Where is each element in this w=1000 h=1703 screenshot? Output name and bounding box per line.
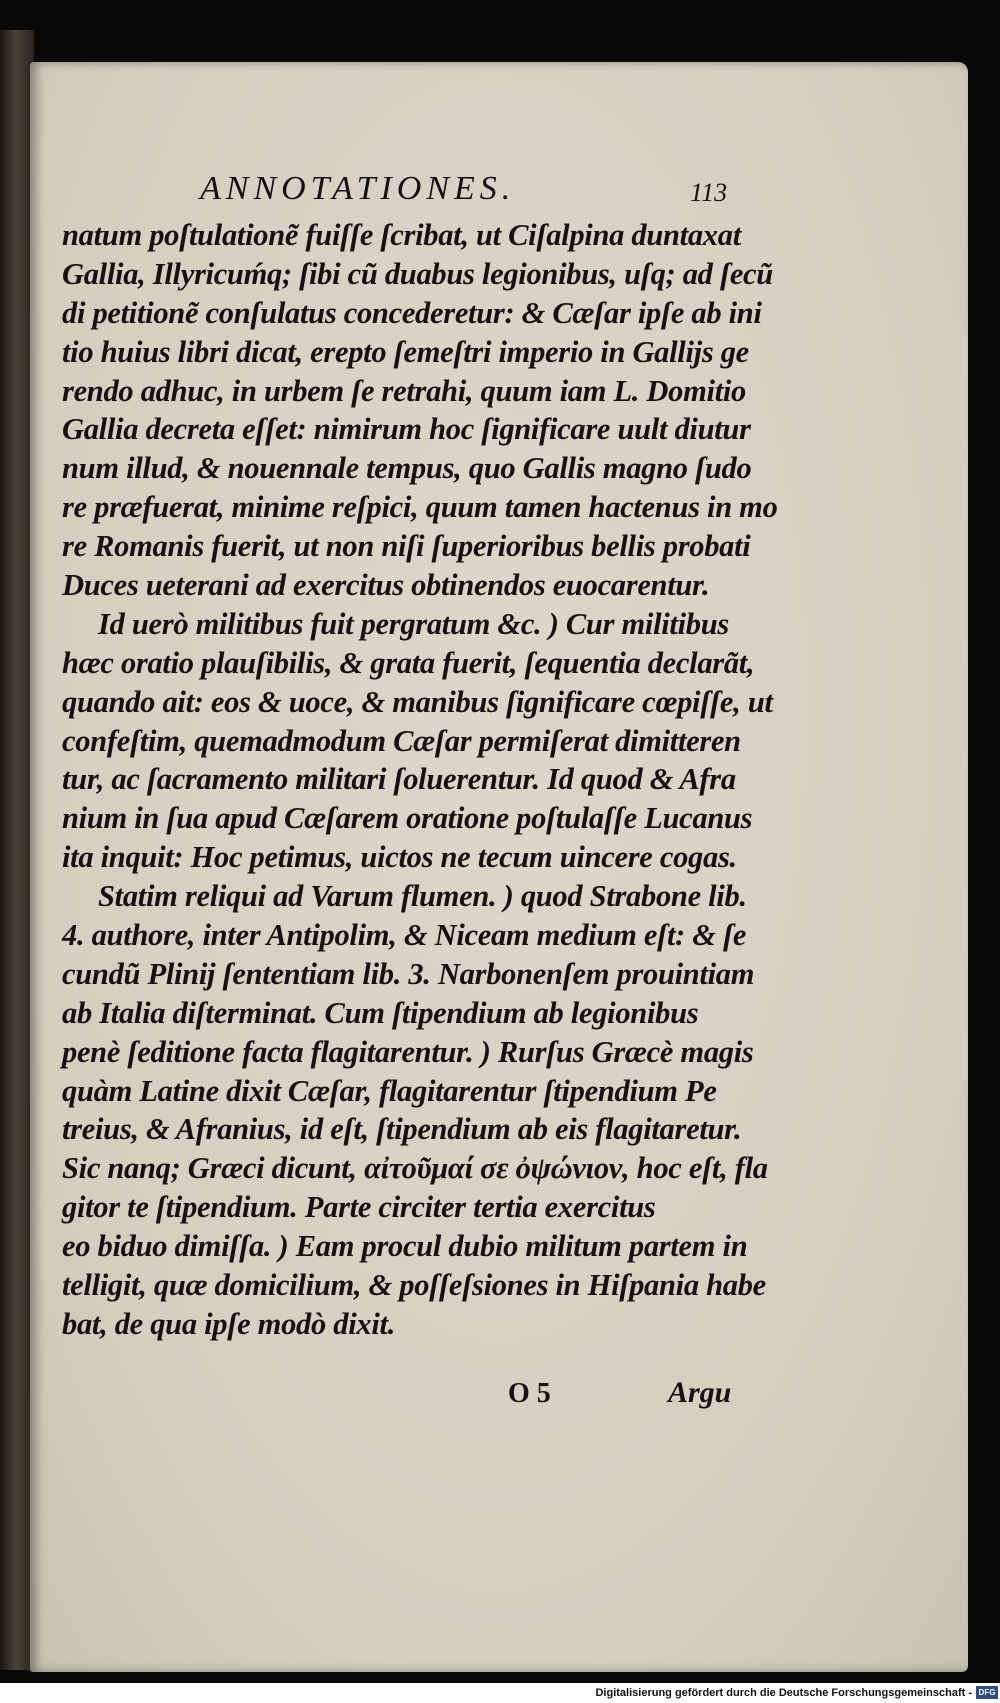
text-line: tur, ac ſacramento militari ſoluerentur. Id quod & Afra	[62, 762, 736, 797]
text-line: 4. authore, inter Antipolim, & Niceam medium eſt: & ſe	[62, 918, 747, 953]
text-line: quàm Latine dixit Cæſar, flagitarentur ſtipendium Pe	[62, 1073, 717, 1108]
text-line: hæc oratio plauſibilis, & grata fuerit, ſequentia declarãt,	[62, 645, 755, 680]
text-line: Gallia, Illyricuḿq; ſibi cũ duabus legionibus, uſq; ad ſecũ	[62, 256, 773, 291]
text-line: Statim reliqui ad Varum flumen. ) quod Strabone lib.	[98, 879, 747, 914]
book-spine-edge	[0, 30, 34, 1670]
text-line: rendo adhuc, in urbem ſe retrahi, quum iam L. Domitio	[62, 373, 746, 408]
dfg-logo-icon: DFG	[976, 1686, 998, 1699]
text-line: num illud, & nouennale tempus, quo Gallis magno ſudo	[62, 451, 752, 486]
signature-mark: O 5	[508, 1378, 551, 1409]
text-line: confeſtim, quemadmodum Cæſar permiſerat dimitteren	[62, 723, 741, 758]
footer-bar	[0, 1683, 1000, 1703]
body-text	[62, 216, 778, 1344]
text-line: nium in ſua apud Cæſarem oratione poſtulaſſe Lucanus	[62, 801, 753, 836]
text-line: Gallia decreta eſſet: nimirum hoc ſignificare uult diutur	[62, 412, 751, 447]
text-line: bat, de qua ipſe modò dixit.	[62, 1306, 396, 1341]
text-line: gitor te ſtipendium. Parte circiter tertia exercitus	[62, 1190, 656, 1225]
text-line: Sic nanq; Græci dicunt, αἰτοῦμαί σε ὀψώνιον, hoc eſt, fla	[62, 1151, 768, 1186]
text-line: penè ſeditione facta flagitarentur. ) Rurſus Græcè magis	[62, 1034, 754, 1069]
text-line: cundũ Plinij ſententiam lib. 3. Narbonenſem prouintiam	[62, 956, 755, 991]
footer-credit: Digitalisierung gefördert durch die Deutsche Forschungsgemeinschaft -	[595, 1687, 972, 1699]
text-line: ita inquit: Hoc petimus, uictos ne tecum uincere cogas.	[62, 840, 737, 875]
text-line: treius, & Afranius, id eſt, ſtipendium ab eis flagitaretur.	[62, 1112, 742, 1147]
catchword: Argu	[668, 1376, 732, 1409]
text-line: telligit, quæ domicilium, & poſſeſsiones in Hiſpania habe	[62, 1268, 766, 1303]
text-line: natum poſtulationẽ fuiſſe ſcribat, ut Ciſalpina duntaxat	[62, 218, 741, 252]
running-title: ANNOTATIONES.	[200, 170, 516, 207]
text-line: Id uerò militibus fuit pergratum &c. ) Cur militibus	[98, 606, 729, 641]
page-number: 113	[690, 178, 728, 207]
text-line: re Romanis fuerit, ut non niſi ſuperioribus bellis probati	[62, 529, 751, 564]
text-line: eo biduo dimiſſa. ) Eam procul dubio militum partem in	[62, 1229, 748, 1264]
text-line: di petitionẽ conſulatus concederetur: & Cæſar ipſe ab ini	[62, 295, 762, 330]
text-line: quando ait: eos & uoce, & manibus ſignificare cœpiſſe, ut	[62, 684, 773, 719]
text-line: re præfuerat, minime reſpici, quum tamen hactenus in mo	[62, 490, 778, 525]
text-line: ab Italia diſterminat. Cum ſtipendium ab legionibus	[62, 995, 699, 1030]
text-line: tio huius libri dicat, erepto ſemeſtri imperio in Gallijs ge	[62, 334, 749, 369]
text-line: Duces ueterani ad exercitus obtinendos euocarentur.	[62, 568, 710, 603]
